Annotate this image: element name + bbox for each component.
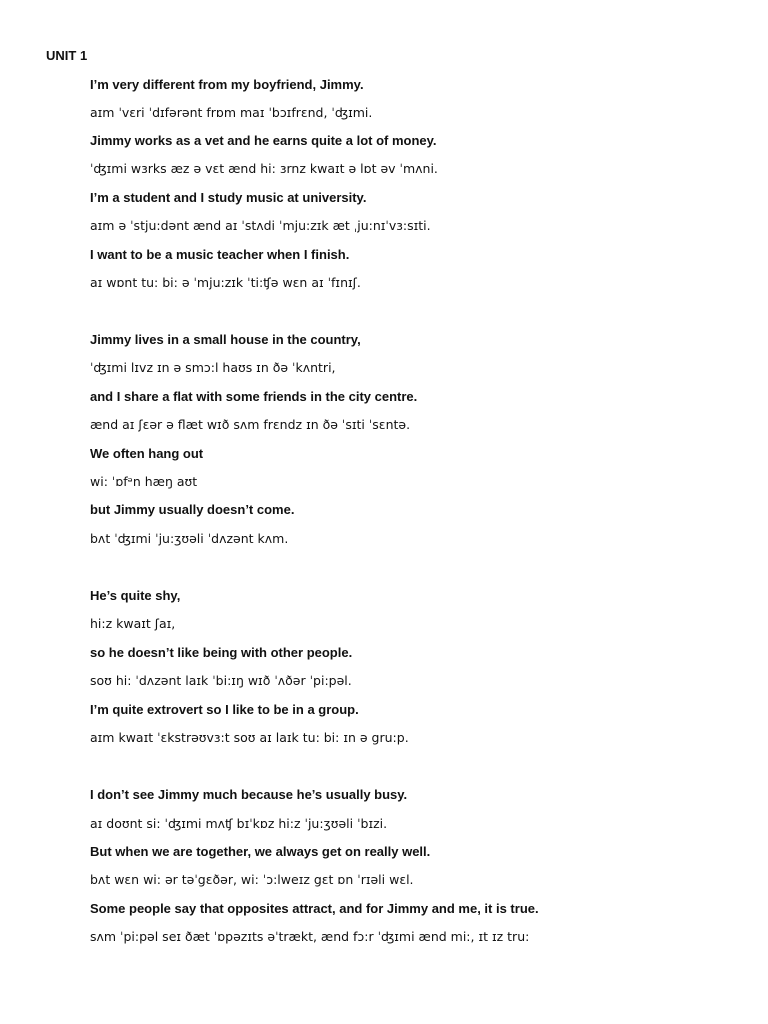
sentence-english: I want to be a music teacher when I finish.	[90, 247, 350, 262]
sentence-ipa: aɪm kwaɪt ˈɛkstrəʊvɜ:t soʊ aɪ laɪk tu: bi: ɪn ə gru:p.	[90, 730, 409, 745]
sentence-english: Some people say that opposites attract, and for Jimmy and me, it is true.	[90, 901, 539, 916]
sentence-ipa: wi: ˈɒfᵊn hæŋ aʊt	[90, 474, 198, 489]
sentence-english: and I share a flat with some friends in the city centre.	[90, 389, 418, 404]
sentence-english: We often hang out	[90, 446, 204, 461]
sentence-english: I’m a student and I study music at university.	[90, 190, 367, 205]
unit-title: UNIT 1	[46, 48, 88, 63]
sentence-ipa: soʊ hi: ˈdʌzənt laɪk ˈbi:ɪŋ wɪð ˈʌðər ˈpi:pəl.	[90, 673, 352, 688]
sentence-english: I’m quite extrovert so I like to be in a group.	[90, 702, 359, 717]
sentence-english: But when we are together, we always get on really well.	[90, 844, 431, 859]
sentence-ipa: ˈʤɪmi lɪvz ɪn ə smɔ:l haʊs ɪn ðə ˈkʌntri,	[90, 360, 336, 375]
sentence-english: I don’t see Jimmy much because he’s usually busy.	[90, 787, 408, 802]
sentence-ipa: sʌm ˈpi:pəl seɪ ðæt ˈɒpəzɪts əˈtrækt, ænd fɔ:r ˈʤɪmi ænd mi:, ɪt ɪz tru:	[90, 929, 530, 944]
sentence-english: but Jimmy usually doesn’t come.	[90, 502, 295, 517]
sentence-english: Jimmy lives in a small house in the country,	[90, 332, 361, 347]
sentence-ipa: bʌt wɛn wi: ər təˈgɛðər, wi: ˈɔ:lweɪz gɛt ɒn ˈrɪəli wɛl.	[90, 872, 414, 887]
sentence-ipa: aɪm ə ˈstju:dənt ænd aɪ ˈstʌdi ˈmju:zɪk æt ˌju:nɪˈvɜ:sɪti.	[90, 218, 431, 233]
sentence-ipa: aɪ wɒnt tu: bi: ə ˈmju:zɪk ˈti:ʧə wɛn aɪ ˈfɪnɪʃ.	[90, 275, 361, 290]
sentence-ipa: ˈʤɪmi wɜrks æz ə vɛt ænd hi: ɜrnz kwaɪt ə lɒt əv ˈmʌni.	[90, 161, 438, 176]
sentence-english: so he doesn’t like being with other people.	[90, 645, 353, 660]
sentence-english: I’m very different from my boyfriend, Jimmy.	[90, 77, 364, 92]
sentence-ipa: bʌt ˈʤɪmi ˈju:ʒʊəli ˈdʌzənt kʌm.	[90, 531, 289, 546]
sentence-ipa: aɪm ˈvɛri ˈdɪfərənt frɒm maɪ ˈbɔɪfrɛnd, ˈʤɪmi.	[90, 105, 373, 120]
sentence-ipa: hi:z kwaɪt ʃaɪ,	[90, 616, 176, 631]
sentence-english: He’s quite shy,	[90, 588, 181, 603]
sentence-ipa: ænd aɪ ʃɛər ə flæt wɪð sʌm frɛndz ɪn ðə ˈsɪti ˈsɛntə.	[90, 417, 411, 432]
sentence-english: Jimmy works as a vet and he earns quite a lot of money.	[90, 133, 437, 148]
sentence-ipa: aɪ doʊnt si: ˈʤɪmi mʌʧ bɪˈkɒz hi:z ˈju:ʒʊəli ˈbɪzi.	[90, 816, 388, 831]
